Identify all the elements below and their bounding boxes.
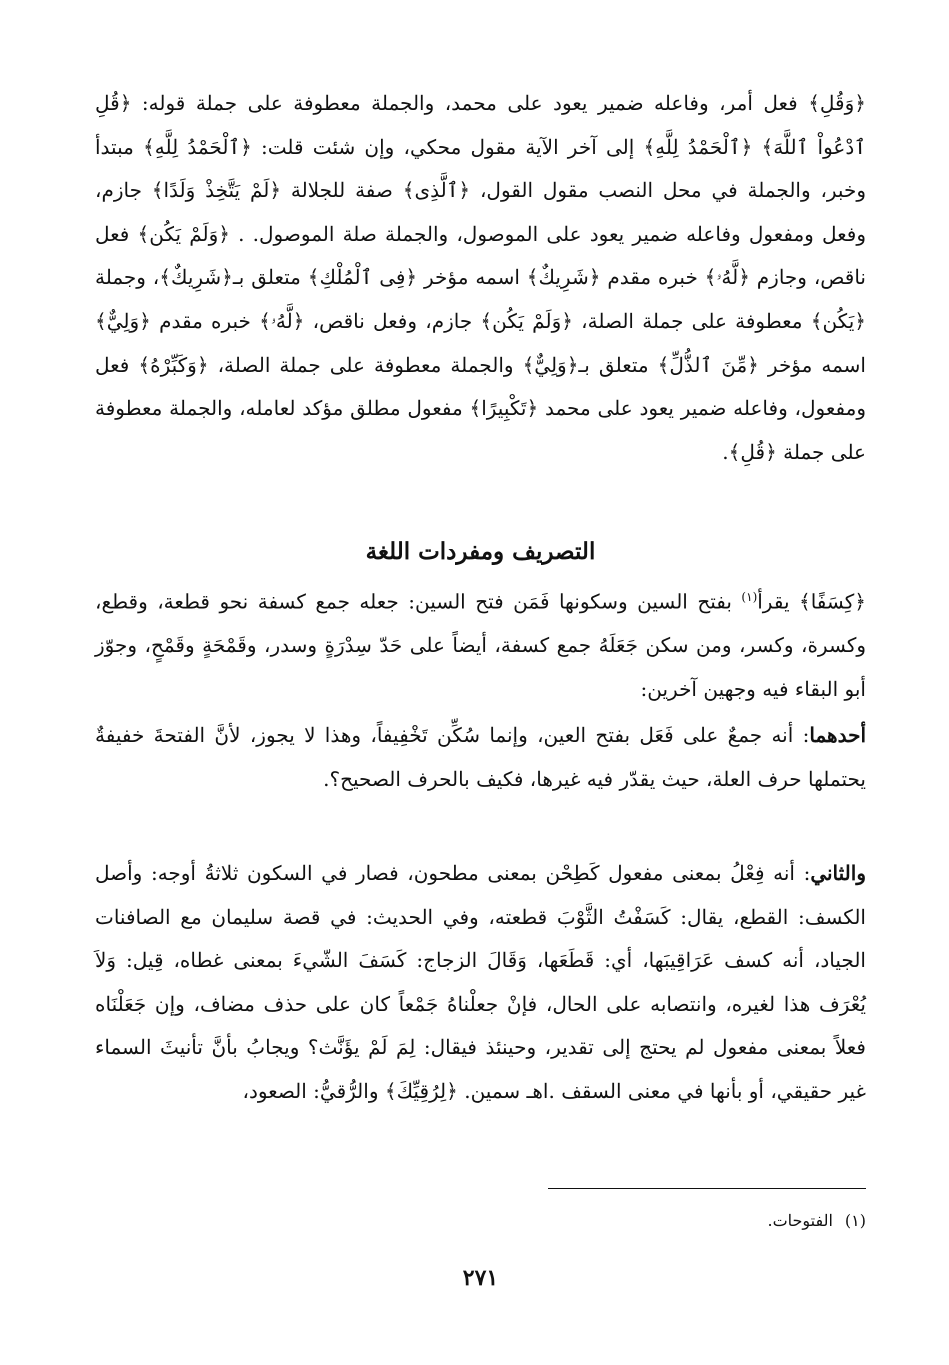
first-view-paragraph <box>95 714 866 846</box>
second-view-text: : أنه فِعْلُ بمعنى مفعول كَطِحْن بمعنى مطحون، فصار في السكون ثلاثةُ أوجه: وأصل الكسف: القطع، يقال: كَسَفْتُ الثَّوْبَ قطعته، وفي الحديث: في قصة سليمان مع الصافنات الجياد، أنه كسف عَرَاقِيبَها، أي: قَطَعَها، وَقَالَ الزجاج: كَسَفَ الشّيءَ بمعنى غطاه، قِيل: وَلاَ يُعْرَف هذا لغيره، وانتصابه على الحال، فإنْ جعلْناهُ جَمْعاً كان على حذف مضاف، وإن جَعَلْنَاه فعلاً بمعنى مفعول لم يحتج إلى تقدير، وحينئذ فيقال: لِمَ لَمْ يؤَنَّث؟ ويجابُ بأنَّ تأنيثَ السماء غير حقيقي، أو بأنها في معنى السقف .اهـ سمين. ﴿لِرُقِيِّكَ﴾ والرُّقيُّ: الصعود، <box>95 861 866 1103</box>
kisafan-text-continued: بفتح السين وسكونها فَمَن فتح السين: جعله جمع كسفة نحو قطعة، وقطع، وكسرة، وكسر، ومن سكن جَعَلَهُ جمع كسفة، أيضاً على حَدّ سِدْرَةٍ وسدر، وقَمْحَةٍ وقَمْحٍ، وجوّز أبو البقاء فيه وجهين آخرين: <box>95 589 866 701</box>
page-number: ٢٧١ <box>462 1265 499 1291</box>
footnote-separator <box>548 1188 866 1189</box>
footnote-text: الفتوحات. <box>767 1211 833 1230</box>
first-view-text: : أنه جمعٌ على فَعَل بفتح العين، وإنما سُكِّن تَخْفِيفاً، وهذا لا يجوز، لأنَّ الفتحةَ خفيفةٌ يحتملها حرف العلة، حيث يقدّر فيه غيرها، فكيف بالحرف الصحيح؟. <box>95 723 866 791</box>
footnote-number: (١) <box>844 1211 866 1230</box>
footnote <box>95 1204 866 1238</box>
grammar-paragraph: ﴿وَقُلِ﴾ فعل أمر، وفاعله ضمير يعود على محمد، والجملة معطوفة على جملة قوله: ﴿قُلِ ٱدْعُواْ ٱللَّهَ﴾ ﴿ٱلْحَمْدُ لِلَّهِ﴾ إلى آخر الآية مقول محكي، وإن شئت قلت: ﴿ٱلْحَمْدُ لِلَّهِ﴾ مبتدأ وخبر، والجملة في محل النصب مقول القول، ﴿ٱلَّذِى﴾ صفة للجلالة ﴿لَمْ يَتَّخِذْ وَلَدًا﴾ جازم، وفعل ومفعول وفاعله ضمير يعود على الموصول، والجملة صلة الموصول. . ﴿وَلَمْ يَكُن﴾ فعل ناقص، وجازم ﴿لَّهُۥ﴾ خبره مقدم ﴿شَرِيكٌ﴾ اسمه مؤخر ﴿فِى ٱلْمُلْكِ﴾ متعلق بـ﴿شَرِيكٌ﴾، وجملة ﴿يَكُن﴾ معطوفة على جملة الصلة، ﴿وَلَمْ يَكُن﴾ جازم، وفعل ناقص، ﴿لَّهُۥ﴾ خبره مقدم ﴿وَلِيٌّ﴾ اسمه مؤخر ﴿مِّنَ ٱلذُّلِّ﴾ متعلق بـ﴿وَلِيٌّ﴾ والجملة معطوفة على جملة الصلة، ﴿وَكَبِّرْهُ﴾ فعل ومفعول، وفاعله ضمير يعود على محمد ﴿تَكْبِيرًا﴾ مفعول مطلق مؤكد لعامله، والجملة معطوفة على جملة ﴿قُلِ﴾. <box>95 91 866 464</box>
first-view-lead: أحدهما <box>809 723 866 747</box>
second-view-lead: والثاني <box>810 861 866 885</box>
kisafan-paragraph <box>95 576 866 708</box>
second-view-paragraph <box>95 852 866 1162</box>
section-heading: التصريف ومفردات اللغة <box>365 538 596 565</box>
kisafan-text: ﴿كِسَفًا﴾ يقرأ <box>757 589 867 614</box>
footnote-reference: (١) <box>741 590 758 604</box>
